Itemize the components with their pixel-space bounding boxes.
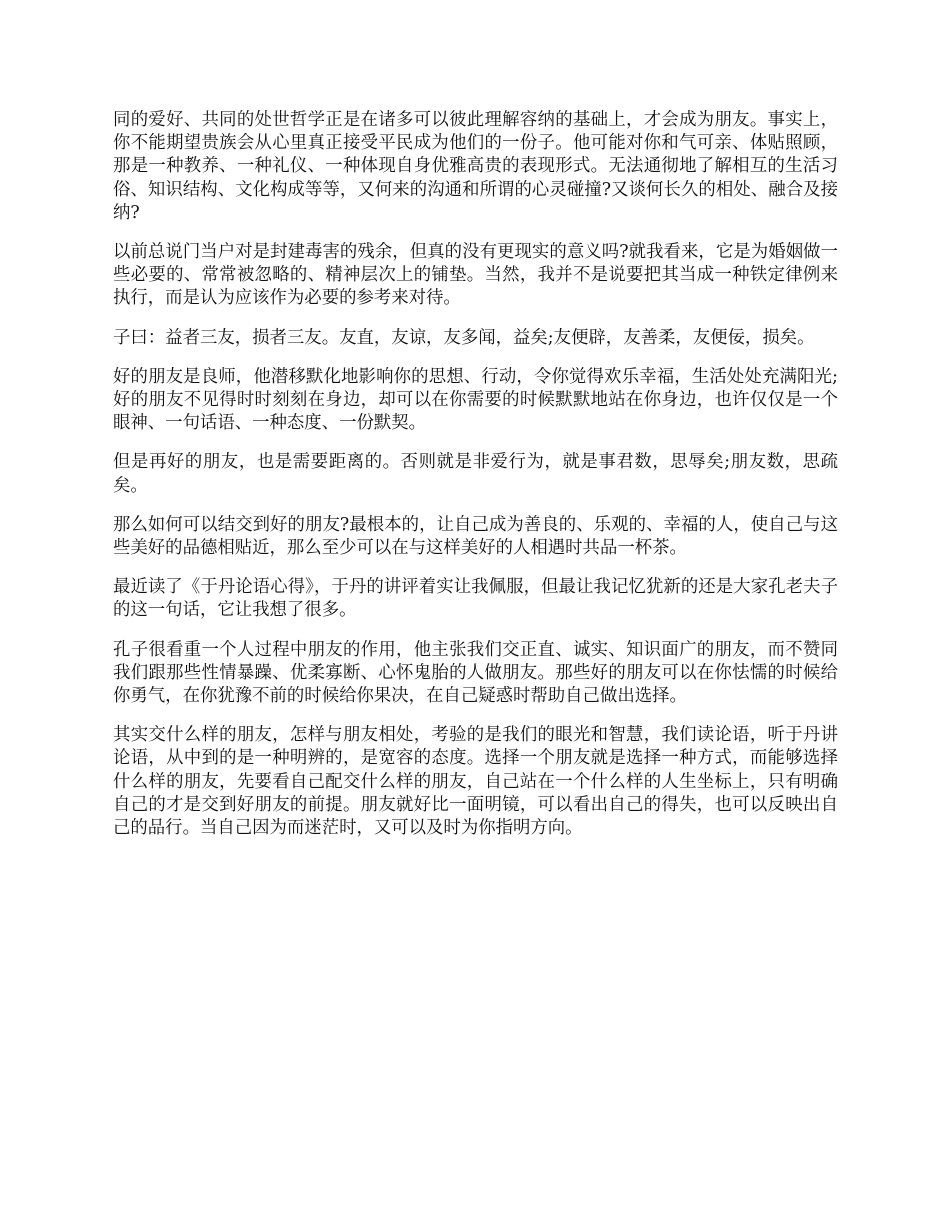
paragraph-2: 以前总说门当户对是封建毒害的残余，但真的没有更现实的意义吗?就我看来，它是为婚姻做一些必要的、常常被忽略的、精神层次上的铺垫。当然，我并不是说要把其当成一种铁定律例来执行，而是认为应该作为必要的参考来对待。	[113, 242, 838, 309]
paragraph-3: 子曰：益者三友，损者三友。友直，友谅，友多闻，益矣;友便辟，友善柔，友便佞，损矣。	[113, 327, 815, 348]
paragraph-1: 同的爱好、共同的处世哲学正是在诸多可以彼此理解容纳的基础上，才会成为朋友。事实上，你不能期望贵族会从心里真正接受平民成为他们的一份子。他可能对你和气可亲、体贴照顾，那是一种教养、一种礼仪、一种体现自身优雅高贵的表现形式。无法通彻地了解相互的生活习俗、知识结构、文化构成等等，又何来的沟通和所谓的心灵碰撞?又谈何长久的相处、融合及接纳?	[113, 110, 838, 223]
paragraph-4: 好的朋友是良师，他潜移默化地影响你的思想、行动，令你觉得欢乐幸福，生活处处充满阳光;好的朋友不见得时时刻刻在身边，却可以在你需要的时候默默地站在你身边，也许仅仅是一个眼神、一句话语、一种态度、一份默契。	[113, 366, 838, 434]
paragraph-7: 最近读了《于丹论语心得》，于丹的讲评着实让我佩服，但最让我记忆犹新的还是大家孔老夫子的这一句话，它让我想了很多。	[113, 577, 838, 621]
paragraph-5: 但是再好的朋友，也是需要距离的。否则就是非爱行为，就是事君数，思辱矣;朋友数，思疏矣。	[113, 452, 838, 496]
paragraph-8: 孔子很看重一个人过程中朋友的作用，他主张我们交正直、诚实、知识面广的朋友，而不赞同我们跟那些性情暴躁、优柔寡断、心怀鬼胎的人做朋友。那些好的朋友可以在你怯懦的时候给你勇气，在你犹豫不前的时候给你果决，在自己疑惑时帮助自己做出选择。	[113, 639, 838, 707]
paragraph-9: 其实交什么样的朋友，怎样与朋友相处，考验的是我们的眼光和智慧，我们读论语，听于丹讲论语，从中到的是一种明辨的，是宽容的态度。选择一个朋友就是选择一种方式，而能够选择什么样的朋友，先要看自己配交什么样的朋友，自己站在一个什么样的人生坐标上，只有明确自己的才是交到好朋友的前提。朋友就好比一面明镜，可以看出自己的得失，也可以反映出自己的品行。当自己因为而迷茫时，又可以及时为你指明方向。	[113, 725, 838, 839]
document-page	[113, 109, 838, 856]
paragraph-6: 那么如何可以结交到好的朋友?最根本的，让自己成为善良的、乐观的、幸福的人，使自己与这些美好的品德相贴近，那么至少可以在与这样美好的人相遇时共品一杯茶。	[113, 514, 838, 559]
